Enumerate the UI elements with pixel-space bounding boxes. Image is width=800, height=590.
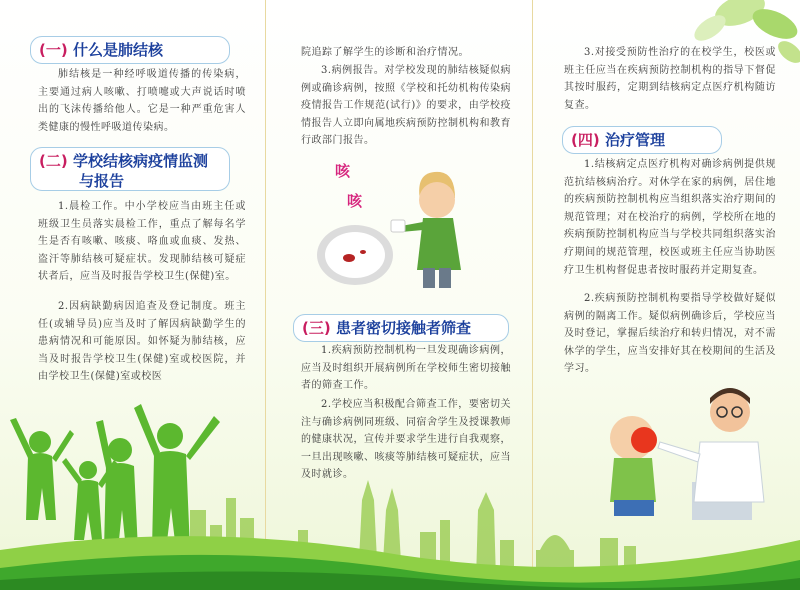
section-heading-3 [293, 314, 509, 342]
paragraph-standard-treatment: 1.结核病定点医疗机构对确诊病例提供规范抗结核病治疗。对休学在家的病例，居住地的疾病预防控制机构应当组织落实治疗期间的规范管理；对在校治疗的病例，学校所在地的疾病预防控制机构应当与学校共同组织落实治疗期间的规范管理，校医或班主任应当协助医疗卫生机构督促患者按时服药并定期复查。 [564, 159, 776, 276]
section-number: (四) [571, 131, 600, 149]
section-title: 治疗管理 [604, 131, 665, 149]
coughing-boy-illustration [305, 160, 475, 290]
paragraph-isolation: 2.疾病预防控制机构要指导学校做好疑似病例的隔离工作。疑似病例确诊后，学校应当及时登记，掌握后续治疗和转归情况，对不需休学的学生，应当安排好其在校期间的生活及学习。 [564, 293, 776, 375]
section-heading-2 [30, 147, 230, 191]
section-number: (二) [39, 152, 68, 170]
section-title: 什么是肺结核 [72, 41, 163, 59]
section-number: (三) [302, 319, 331, 337]
paragraph-case-report: 3.病例报告。对学校发现的肺结核疑似病例或确诊病例，按照《学校和托幼机构传染病疫情报告工作规范(试行)》的要求，由学校疫情报告人立即向属地疾病预防控制机构和教育行政部门报告。 [301, 65, 511, 147]
city-skyline-wave-footer [0, 480, 800, 590]
section-title-line1: 学校结核病疫情监测 [72, 152, 208, 170]
paragraph-follow-up: 院追踪了解学生的诊断和治疗情况。 [301, 47, 469, 58]
section-heading-4 [562, 126, 722, 154]
paragraph-preventive-treatment: 3.对接受预防性治疗的在校学生，校医或班主任应当在疾病预防控制机构的指导下督促其按时服药，定期到结核病定点医疗机构随访复查。 [564, 47, 776, 111]
paragraph-morning-check: 1.晨检工作。中小学校应当由班主任或班级卫生员落实晨检工作，重点了解每名学生是否有咳嗽、咳痰、咯血或血痰、发热、盗汗等肺结核可疑症状。发现肺结核可疑症状者后，应当及时报告学校卫生(保健)室。 [38, 201, 246, 283]
section-heading-1 [30, 36, 230, 64]
paragraph-contact-screening: 1.疾病预防控制机构一旦发现确诊病例，应当及时组织开展病例所在学校师生密切接触者的筛查工作。 [301, 345, 511, 392]
paragraph-absence-tracking: 2.因病缺勤病因追查及登记制度。班主任(或辅导员)应当及时了解因病缺勤学生的患病情况和可能原因。如怀疑为肺结核，应当及时报告学校卫生(保健)室或校医院，并由学校卫生(保健)室或校医 [38, 301, 246, 383]
section-title: 患者密切接触者筛查 [335, 319, 471, 337]
section-title-line2: 与报告 [79, 172, 125, 190]
cough-sound-2: 咳 [347, 192, 363, 210]
paragraph-school-cooperation: 2.学校应当积极配合筛查工作，要密切关注与确诊病例同班级、同宿舍学生及授课教师的健康状况，宣传并要求学生进行自我观察，一旦出现咳嗽、咳痰等肺结核可疑症状，应当及时就诊。 [301, 399, 511, 481]
paragraph-definition: 肺结核是一种经呼吸道传播的传染病，主要通过病人咳嗽、打喷嚏或大声说话时喷出的飞沫传播给他人。它是一种严重危害人类健康的慢性呼吸道传染病。 [38, 69, 246, 133]
cough-sound-1: 咳 [335, 162, 351, 180]
section-number: (一) [39, 41, 68, 59]
